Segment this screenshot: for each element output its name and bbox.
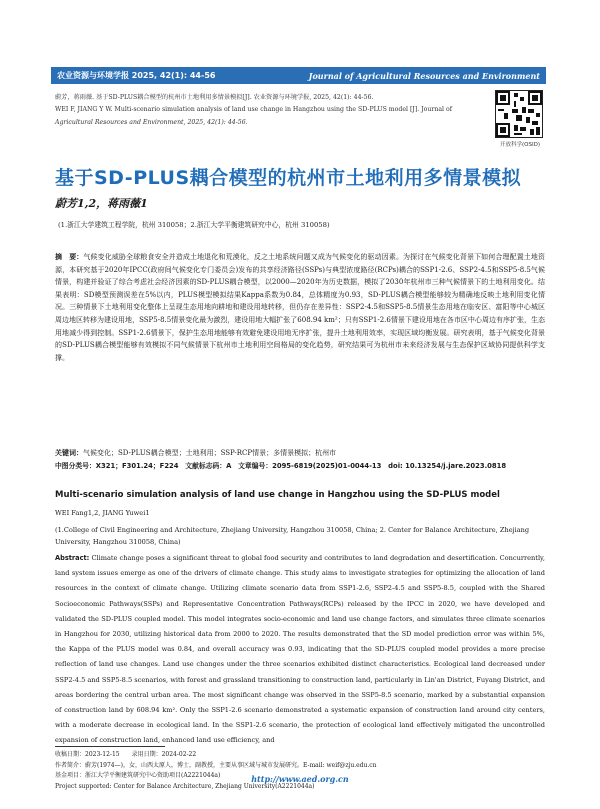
received-date: 收稿日期：2023-12-15 录用日期：2024-02-22 (55, 751, 197, 758)
article-affiliation: (1.浙江大学建筑工程学院，杭州 310058；2.浙江大学平衡建筑研究中心，杭州 310058) (58, 221, 330, 229)
keywords-cn (55, 447, 545, 460)
english-title: Multi-scenario simulation analysis of land use change in Hangzhou using the SD-PLUS model (55, 490, 500, 500)
qr-code-icon (495, 90, 543, 138)
keywords-label: 关键词： (55, 449, 83, 457)
citation-cn: 蔚芳，蒋雨薇. 基于SD-PLUS耦合模型的杭州市土地利用多情景模拟[J]. 农业资源与环境学报, 2025, 42(1): 44-56. (55, 94, 374, 101)
citation-en-2: Agricultural Resources and Environment, 2025, 42(1): 44-56. (55, 118, 248, 126)
fund-en: Project supported: Center for Balance Architecture, Zhejiang University(A2221044a) (55, 782, 315, 790)
english-authors: WEI Fang1,2, JIANG Yuwei1 (55, 509, 150, 517)
fund-cn: 基金项目：浙江大学平衡建筑研究中心资助项目(A2221044a) (55, 772, 221, 779)
citation-en-1: WEI F, JIANG Y W. Multi-scenario simulation analysis of land use change in Hangzhou using the SD-PLUS model [J]. Journal of (55, 106, 452, 114)
journal-header-right: Journal of Agricultural Resources and Environment (308, 70, 540, 81)
journal-header-bar (51, 67, 546, 84)
keywords-text: 气候变化；SD-PLUS耦合模型；土地利用；SSP-RCP情景；多情景模拟；杭州市 (83, 449, 337, 457)
english-abstract-label: Abstract: (55, 554, 90, 562)
journal-url-link[interactable]: http://www.aed.org.cn (251, 774, 349, 784)
author-bio: 作者简介：蔚芳(1974—)，女，山西太原人，博士，副教授，主要从事区域与城市发展研究。E-mail: weif@zju.edu.cn (55, 761, 377, 769)
english-abstract-text: Climate change poses a significant threat to global food security and contributes to land degradation and desertification. Concurrently, land system issues emerge as one of the drivers of climate change. This study aims to investigate strategies for optimizing the allocation of land resources in the context of climate change. Utilizing climate scenario data from SSP1-2.6, SSP2-4.5 and SSP5-8.5, coupled with the Shared Socioeconomic Pathways(SSPs) and Representative Concentration Pathways(RCPs) released by the IPCC in 2020, we have developed and validated the SD-PLUS coupled model. This model integrates socio-economic and land use change factors, and simulates three climate scenarios in Hangzhou for 2030, utilizing historical data from 2000 to 2020. The results demonstrated that the SD model prediction error was within 5%, the Kappa of the PLUS model was 0.84, and overall accuracy was 0.93, indicating that the SD-PLUS coupled model provides a more precise reflection of land use changes. Land use changes under the three scenarios exhibited distinct characteristics. Ecological land decreased under SSP2-4.5 and SSP5-8.5 scenarios, with forest and grassland transitioning to construction land, particularly in Lin'an District, Fuyang District, and areas bordering the central urban area. The most significant change was observed in the SSP5-8.5 scenario, marked by a substantial expansion of construction land by 608.94 km². Only the SSP1-2.6 scenario demonstrated a systematic expansion of construction land around city centers, with a moderate decrease in ecological land. In the SSP1-2.6 scenario, the protection of ecological land effectively mitigated the uncontrolled expansion of construction land, enhanced land use efficiency, and (55, 554, 545, 745)
english-abstract (55, 551, 545, 749)
citation-block (55, 92, 485, 129)
footnote-rule (55, 746, 165, 747)
abstract-cn (55, 251, 545, 364)
footnotes (55, 750, 545, 792)
article-authors: 蔚芳1,2，蒋雨薇1 (55, 197, 148, 210)
journal-header-left: 农业资源与环境学报 2025, 42(1): 44-56 (57, 71, 216, 80)
english-affiliation: (1.College of Civil Engineering and Architecture, Zhejiang University, Hangzhou 310058, China; 2. Center for Balance Architecture, Zhejiang University, Hangzhou 310058, China) (55, 526, 530, 547)
classification-line: 中图分类号：X321；F301.24；F224 文献标志码：A 文章编号：2095-6819(2025)01-0044-13 doi: 10.13254/j.jare.2023.0818 (55, 462, 507, 470)
abstract-text: 气候变化威胁全球粮食安全并造成土地退化和荒漠化，反之土地系统问题又成为气候变化的驱动因素。为探讨在气候变化背景下如何合理配置土地资源，本研究基于2020年IPCC(政府间气候变化专门委员会)发布的共享经济路径(SSPs)与典型浓度路径(RCPs)耦合的SSP1-2.6、SSP2-4.5和SSP5-8.5气候情景，构建并验证了综合考虑社会经济因素的SD-PLUS耦合模型，以2000—2020年为历史数据，模拟了2030年杭州市三种气候情景下的土地利用变化。结果表明：SD模型预测误差在5%以内，PLUS模型模拟结果Kappa系数为0.84，总体精度为0.93，SD-PLUS耦合模型能够较为精确地反映土地利用变化情况。三种情景下土地利用变化整体上呈现生态用地向耕地和建设用地转移，但仍存在差异性：SSP2-4.5和SSP5-8.5情景生态用地在临安区、富阳等中心城区周边地区转移为建设用地，SSP5-8.5情景变化最为激烈，建设用地大幅扩张了608.94 km²；只有SSP1-2.6情景下建设用地在各市区中心周边有序扩张，生态用地减少得到控制。SSP1-2.6情景下，保护生态用地能够有效避免建设用地无序扩张，提升土地利用效率，实现区域均衡发展。研究表明，基于气候变化背景的SD-PLUS耦合模型能够有效模拟不同气候情景下杭州市土地利用空间格局的变化趋势，研究结果可为杭州市未来经济发展与生态保护区域协同提供科学支撑。 (55, 253, 546, 362)
article-title: 基于SD-PLUS耦合模型的杭州市土地利用多情景模拟 (55, 167, 522, 189)
abstract-label: 摘 要： (55, 253, 84, 261)
qr-label: 开放科学(OSID) (500, 142, 540, 148)
